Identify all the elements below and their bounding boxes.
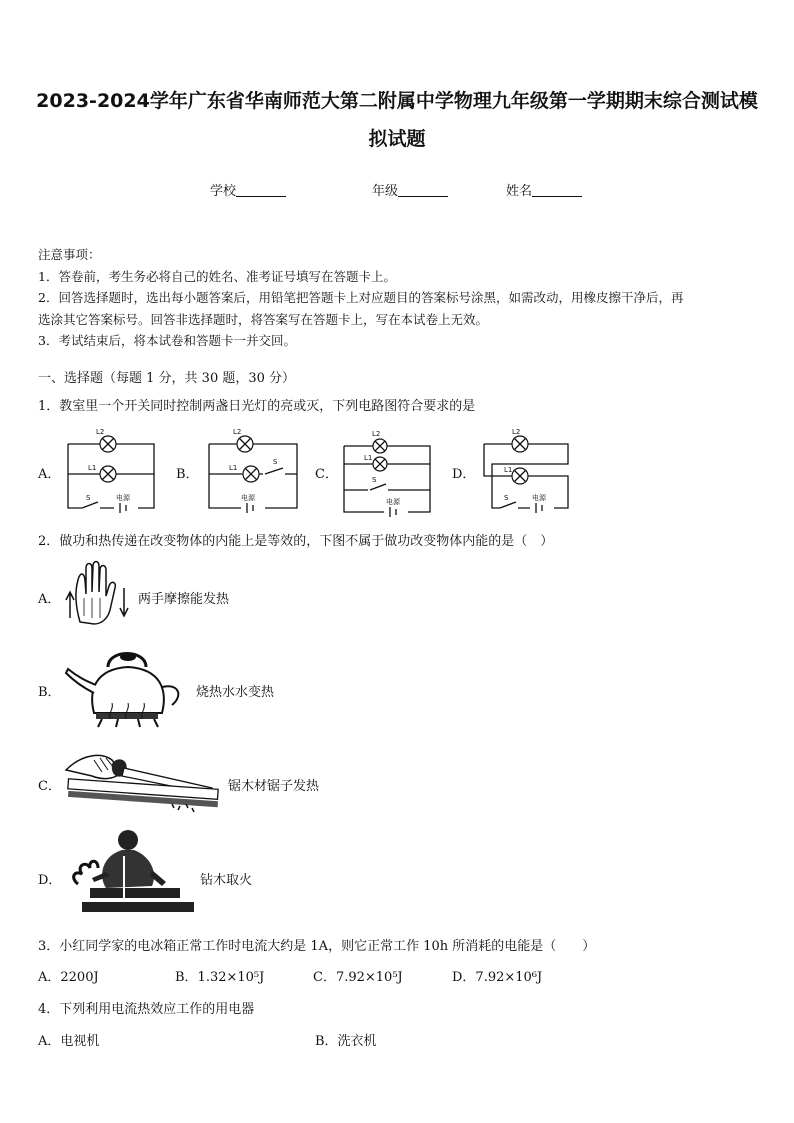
label-s: S bbox=[372, 476, 377, 484]
q3-option-c[interactable]: C．7.92×10⁵J bbox=[313, 970, 403, 985]
section-heading: 一、选择题（每题 1 分，共 30 题，30 分） bbox=[38, 371, 296, 386]
q1-option-a-label[interactable]: A． bbox=[38, 467, 61, 482]
notes-block bbox=[38, 244, 762, 352]
label-l1: L1 bbox=[504, 466, 513, 474]
q2-option-d-caption: 钻木取火 bbox=[200, 873, 253, 888]
grade-blank[interactable] bbox=[398, 183, 448, 197]
q2-option-b-caption: 烧热水水变热 bbox=[196, 685, 275, 700]
circuit-diagram-a[interactable] bbox=[62, 426, 158, 518]
kettle-icon[interactable] bbox=[62, 643, 190, 729]
label-l1: L1 bbox=[88, 464, 97, 472]
saw-icon[interactable] bbox=[62, 746, 220, 816]
label-l1: L1 bbox=[229, 464, 238, 472]
circuit-diagram-c[interactable] bbox=[338, 426, 436, 518]
q3-option-a[interactable]: A．2200J bbox=[38, 970, 99, 985]
drill-fire-icon[interactable] bbox=[62, 826, 198, 922]
label-power: 电源 bbox=[116, 494, 130, 502]
school-field[interactable] bbox=[210, 180, 286, 199]
q4-option-b[interactable]: B．洗衣机 bbox=[315, 1034, 377, 1049]
label-power: 电源 bbox=[241, 494, 255, 502]
page-title-line2: 拟试题 bbox=[368, 128, 426, 150]
name-field[interactable] bbox=[506, 180, 582, 199]
label-power: 电源 bbox=[386, 498, 400, 506]
label-s: S bbox=[86, 494, 91, 502]
name-blank[interactable] bbox=[532, 183, 582, 197]
label-s: S bbox=[273, 458, 278, 466]
page-title-line1: 2023-2024学年广东省华南师范大第二附属中学物理九年级第一学期期末综合测试模 bbox=[36, 90, 758, 112]
q2-option-c-label[interactable]: C． bbox=[38, 779, 61, 794]
grade-field[interactable] bbox=[372, 180, 448, 199]
rubbing-hands-icon[interactable] bbox=[62, 558, 134, 630]
grade-label: 年级 bbox=[372, 184, 399, 199]
q2-option-b-label[interactable]: B． bbox=[38, 685, 61, 700]
q1-option-c-label[interactable]: C． bbox=[315, 467, 338, 482]
q4-option-a[interactable]: A．电视机 bbox=[38, 1034, 100, 1049]
notes-item: 选涂其它答案标号。回答非选择题时，将答案写在答题卡上，写在本试卷上无效。 bbox=[38, 311, 489, 327]
q2-option-d-label[interactable]: D． bbox=[38, 873, 62, 888]
circuit-diagram-d[interactable] bbox=[478, 426, 574, 518]
label-l1: L1 bbox=[364, 454, 373, 462]
question-4-stem: 4．下列利用电流热效应工作的用电器 bbox=[38, 1002, 255, 1017]
label-l2: L2 bbox=[233, 428, 242, 436]
q1-option-b-label[interactable]: B． bbox=[176, 467, 199, 482]
q2-option-a-caption: 两手摩擦能发热 bbox=[138, 592, 230, 607]
notes-item: 1．答卷前，考生务必将自己的姓名、准考证号填写在答题卡上。 bbox=[38, 268, 396, 284]
notes-item: 2．回答选择题时，选出每小题答案后，用铅笔把答题卡上对应题目的答案标号涂黑，如需改动，用橡皮擦干净后，再 bbox=[38, 290, 684, 305]
notes-item: 3．考试结束后，将本试卷和答题卡一并交回。 bbox=[38, 333, 296, 348]
q3-option-b[interactable]: B．1.32×10⁵J bbox=[175, 970, 265, 985]
circuit-diagram-b[interactable] bbox=[201, 426, 301, 518]
label-l2: L2 bbox=[372, 430, 381, 438]
label-s: S bbox=[504, 494, 509, 502]
question-3-stem: 3．小红同学家的电冰箱正常工作时电流大约是 1A，则它正常工作 10h 所消耗的电能是（ ） bbox=[38, 939, 596, 954]
label-l2: L2 bbox=[512, 428, 521, 436]
label-l2: L2 bbox=[96, 428, 105, 436]
question-2-stem: 2．做功和热传递在改变物体的内能上是等效的，下图不属于做功改变物体内能的是（ ） bbox=[38, 534, 554, 549]
label-power: 电源 bbox=[532, 494, 546, 502]
school-blank[interactable] bbox=[236, 183, 286, 197]
question-1-stem: 1．教室里一个开关同时控制两盏日光灯的亮或灭，下列电路图符合要求的是 bbox=[38, 399, 476, 414]
q1-option-d-label[interactable]: D． bbox=[452, 467, 476, 482]
notes-heading: 注意事项： bbox=[38, 247, 101, 262]
name-label: 姓名 bbox=[506, 184, 533, 199]
q3-option-d[interactable]: D．7.92×10⁶J bbox=[452, 970, 543, 985]
q2-option-a-label[interactable]: A． bbox=[38, 592, 61, 607]
school-label: 学校 bbox=[210, 184, 237, 199]
q2-option-c-caption: 锯木材锯子发热 bbox=[228, 779, 320, 794]
